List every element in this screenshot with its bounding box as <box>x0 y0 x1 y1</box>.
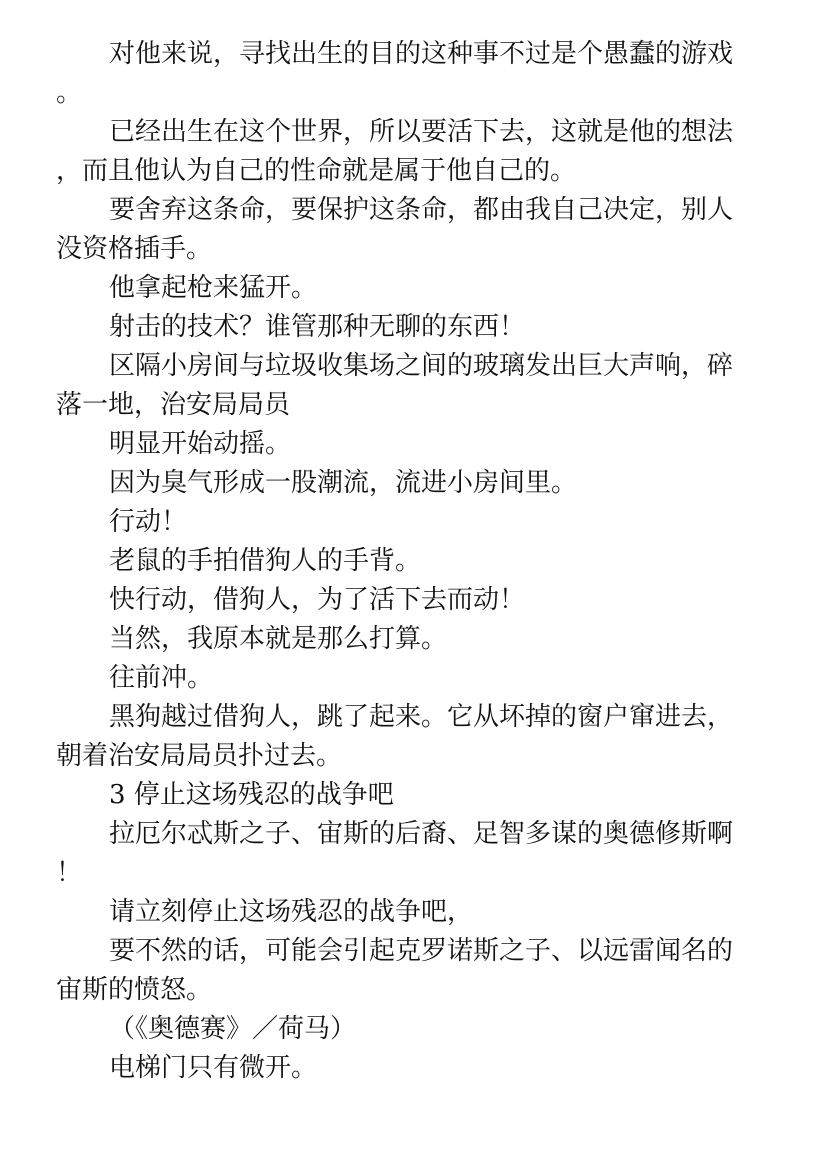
paragraph: 因为臭气形成一股潮流，流进小房间里。 <box>109 468 578 498</box>
paragraph: 行动！ <box>109 507 188 537</box>
paragraph: 明显开始动摇。 <box>109 429 292 459</box>
paragraph: 射击的技术？谁管那种无聊的东西！ <box>109 312 526 342</box>
quote-citation: （《奥德赛》／荷马） <box>109 1014 357 1044</box>
paragraph: 已经出生在这个世界，所以要活下去，这就是他的想法，而且他认为自己的性命就是属于他自己的。 <box>56 117 734 186</box>
quote-line: 拉厄尔忒斯之子、宙斯的后裔、足智多谋的奥德修斯啊！ <box>56 819 734 888</box>
paragraph: 黑狗越过借狗人，跳了起来。它从坏掉的窗户窜进去，朝着治安局局员扑过去。 <box>56 702 734 771</box>
quote-line: 请立刻停止这场残忍的战争吧， <box>109 897 474 927</box>
paragraph: 他拿起枪来猛开。 <box>109 273 318 303</box>
paragraph: 区隔小房间与垃圾收集场之间的玻璃发出巨大声响，碎落一地，治安局局员 <box>56 351 734 420</box>
paragraph: 往前冲。 <box>109 663 214 693</box>
paragraph: 要舍弃这条命，要保护这条命，都由我自己决定，别人没资格插手。 <box>56 195 734 264</box>
paragraph: 电梯门只有微开。 <box>109 1053 318 1083</box>
paragraph: 快行动，借狗人，为了活下去而动！ <box>109 585 526 615</box>
paragraph: 当然，我原本就是那么打算。 <box>109 624 448 654</box>
paragraph: 对他来说，寻找出生的目的这种事不过是个愚蠢的游戏。 <box>56 39 734 108</box>
section-heading: 3 停止这场残忍的战争吧 <box>109 780 394 810</box>
quote-line: 要不然的话，可能会引起克罗诺斯之子、以远雷闻名的宙斯的愤怒。 <box>56 936 734 1005</box>
document-page <box>56 35 756 1088</box>
paragraph: 老鼠的手拍借狗人的手背。 <box>109 546 422 576</box>
